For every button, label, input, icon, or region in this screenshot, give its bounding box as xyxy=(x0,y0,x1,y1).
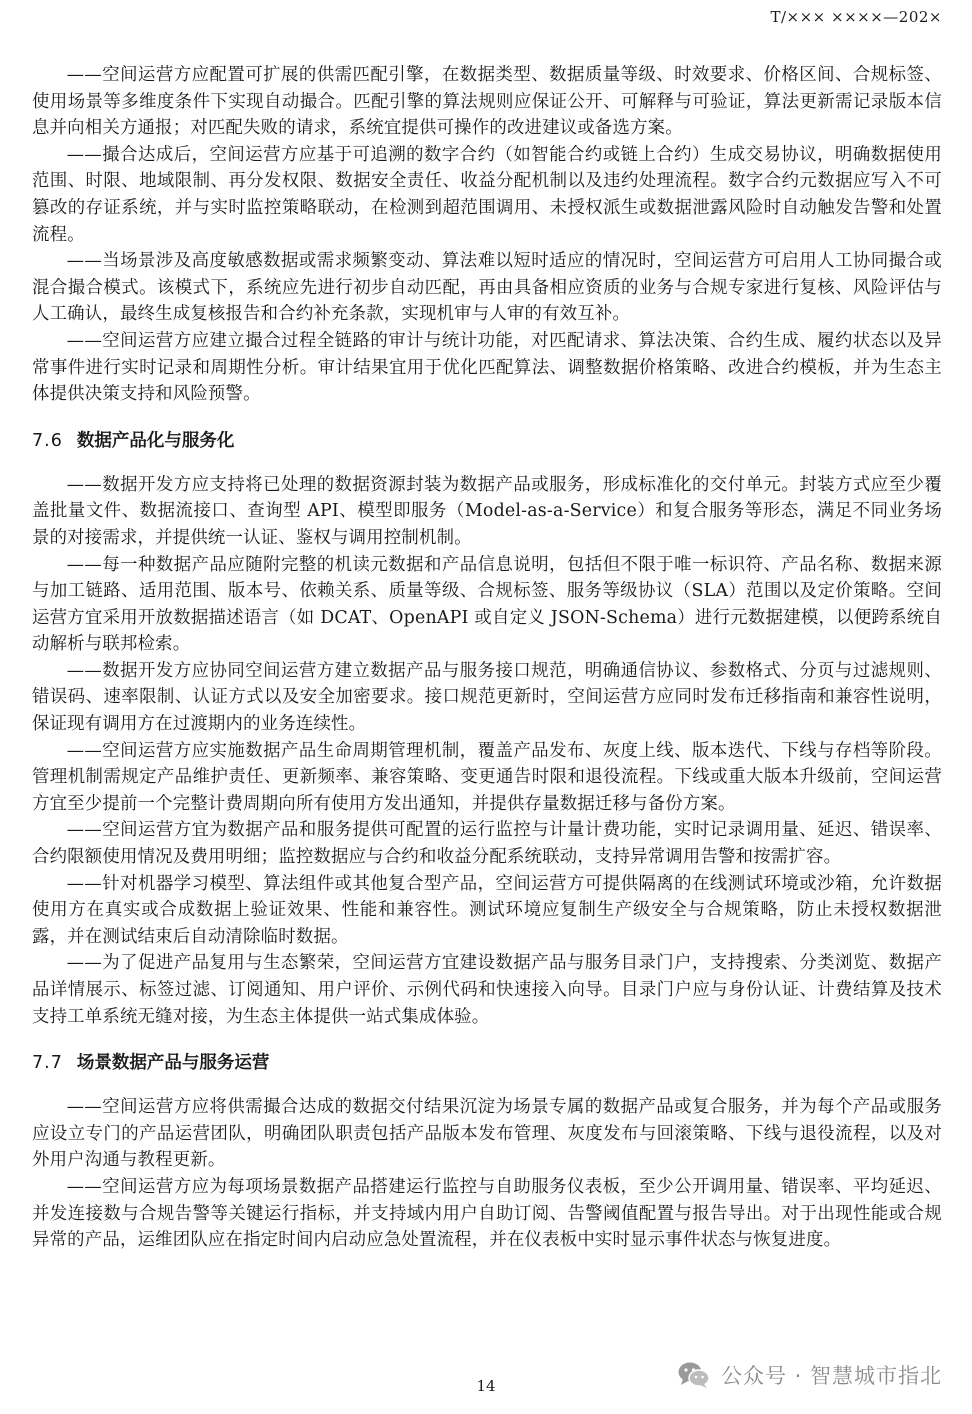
paragraph: ——空间运营方宜为数据产品和服务提供可配置的运行监控与计量计费功能，实时记录调用量、延迟、错误率、合约限额使用情况及费用明细；监控数据应与合约和收益分配系统联动，支持异常调用告警和按需扩容。 xyxy=(32,820,942,868)
paragraph: ——每一种数据产品应随附完整的机读元数据和产品信息说明，包括但不限于唯一标识符、产品名称、数据来源与加工链路、适用范围、版本号、依赖关系、质量等级、合规标签、服务等级协议（SLA）范围以及定价策略。空间运营方宜采用开放数据描述语言（如 DCAT、OpenAPI 或自定义 JSON-Schema）进行元数据建模，以便跨系统自动解析与联邦检索。 xyxy=(32,554,942,655)
paragraph: ——数据开发方应协同空间运营方建立数据产品与服务接口规范，明确通信协议、参数格式、分页与过滤规则、错误码、速率限制、认证方式以及安全加密要求。接口规范更新时，空间运营方应同时发布迁移指南和兼容性说明，保证现有调用方在过渡期内的业务连续性。 xyxy=(32,660,942,735)
paragraph: ——针对机器学习模型、算法组件或其他复合型产品，空间运营方可提供隔离的在线测试环境或沙箱，允许数据使用方在真实或合成数据上验证效果、性能和兼容性。测试环境应复制生产级安全与合规策略，防止未授权数据泄露，并在测试结束后自动清除临时数据。 xyxy=(32,873,942,947)
watermark xyxy=(677,1360,942,1390)
paragraph: ——空间运营方应实施数据产品生命周期管理机制，覆盖产品发布、灰度上线、版本迭代、下线与存档等阶段。管理机制需规定产品维护责任、更新频率、兼容策略、变更通告时限和退役流程。下线或重大版本升级前，空间运营方宜至少提前一个完整计费周期向所有使用方发出通知，并提供存量数据迁移与备份方案。 xyxy=(32,740,942,814)
section-number: 7.7 xyxy=(32,1053,63,1074)
document-body xyxy=(32,62,942,1254)
watermark-text: 公众号 · 智慧城市指北 xyxy=(720,1364,942,1388)
paragraph: ——数据开发方应支持将已处理的数据资源封装为数据产品或服务，形成标准化的交付单元。封装方式应至少覆盖批量文件、数据流接口、查询型 API、模型即服务（Model-as-a-Service）和复合服务等形态，满足不同业务场景的对接需求，并提供统一认证、鉴权与调用控制机制。 xyxy=(32,474,942,548)
paragraph: ——空间运营方应配置可扩展的供需匹配引擎，在数据类型、数据质量等级、时效要求、价格区间、合规标签、使用场景等多维度条件下实现自动撮合。匹配引擎的算法规则应保证公开、可解释与可验证，算法更新需记录版本信息并向相关方通报；对匹配失败的请求，系统宜提供可操作的改进建议或备选方案。 xyxy=(32,65,942,139)
paragraph: ——当场景涉及高度敏感数据或需求频繁变动、算法难以短时适应的情况时，空间运营方可启用人工协同撮合或混合撮合模式。该模式下，系统应先进行初步自动匹配，再由具备相应资质的业务与合规专家进行复核、风险评估与人工确认，最终生成复核报告和合约补充条款，实现机审与人审的有效互补。 xyxy=(32,251,942,325)
paragraph: ——空间运营方应为每项场景数据产品搭建运行监控与自助服务仪表板，至少公开调用量、错误率、平均延迟、并发连接数与合规告警等关键运行指标，并支持域内用户自助订阅、告警阈值配置与报告导出。对于出现性能或合规异常的产品，运维团队应在指定时间内启动应急处置流程，并在仪表板中实时显示事件状态与恢复进度。 xyxy=(32,1176,942,1251)
standard-code: T/××× ××××—202× xyxy=(770,8,942,26)
wechat-icon xyxy=(677,1360,711,1390)
section-number: 7.6 xyxy=(32,430,63,451)
paragraph: ——空间运营方应建立撮合过程全链路的审计与统计功能，对匹配请求、算法决策、合约生成、履约状态以及异常事件进行实时记录和周期性分析。审计结果宜用于优化匹配算法、调整数据价格策略、改进合约模板，并为生态主体提供决策支持和风险预警。 xyxy=(32,330,942,405)
paragraph: ——撮合达成后，空间运营方应基于可追溯的数字合约（如智能合约或链上合约）生成交易协议，明确数据使用范围、时限、地域限制、再分发权限、数据安全责任、收益分配机制以及违约处理流程。数字合约元数据应写入不可篡改的存证系统，并与实时监控策略联动，在检测到超范围调用、未授权派生或数据泄露风险时自动触发告警和处置流程。 xyxy=(32,144,942,245)
section-heading-7-6 xyxy=(32,428,942,454)
page-number: 14 xyxy=(476,1377,496,1395)
section-title: 场景数据产品与服务运营 xyxy=(76,1053,270,1074)
section-title: 数据产品化与服务化 xyxy=(76,430,235,451)
section-heading-7-7 xyxy=(32,1050,942,1076)
paragraph: ——为了促进产品复用与生态繁荣，空间运营方宜建设数据产品与服务目录门户，支持搜索、分类浏览、数据产品详情展示、标签过滤、订阅通知、用户评价、示例代码和快速接入向导。目录门户应与身份认证、计费结算及技术支持工单系统无缝对接，为生态主体提供一站式集成体验。 xyxy=(32,953,942,1027)
paragraph: ——空间运营方应将供需撮合达成的数据交付结果沉淀为场景专属的数据产品或复合服务，并为每个产品或服务应设立专门的产品运营团队，明确团队职责包括产品版本发布管理、灰度发布与回滚策略、下线与退役流程，以及对外用户沟通与教程更新。 xyxy=(32,1097,942,1171)
